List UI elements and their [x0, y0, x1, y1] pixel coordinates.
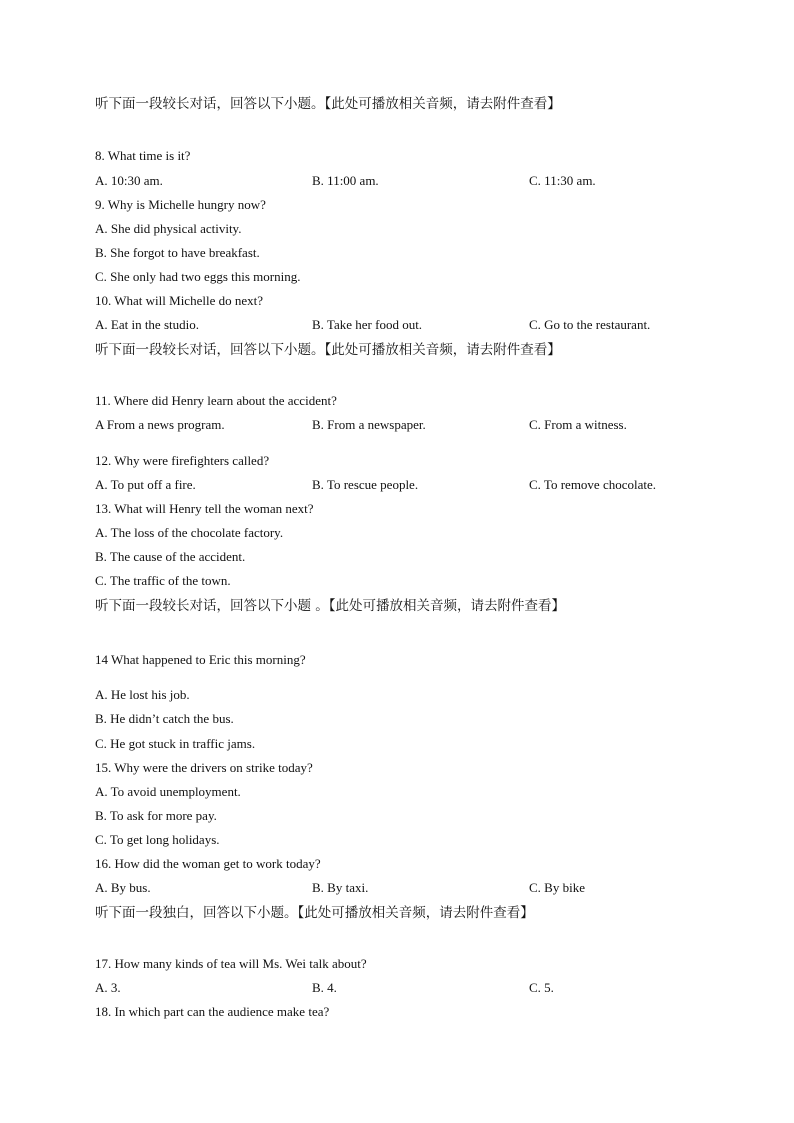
- question-10-option-b: B. Take her food out.: [312, 317, 423, 332]
- section-header: 听下面一段独白，回答以下小题。【此处可播放相关音频，请去附件查看】: [95, 905, 534, 921]
- question-14-option-a: A. He lost his job.: [95, 687, 190, 702]
- question-11-option-a: A From a news program.: [95, 417, 225, 432]
- question-15-option-c: C. To get long holidays.: [95, 832, 220, 847]
- question-17-option-a: A. 3.: [95, 980, 121, 995]
- question-15-option-b: B. To ask for more pay.: [95, 808, 217, 823]
- question-9-option-a: A. She did physical activity.: [95, 221, 242, 236]
- question-15-option-a: A. To avoid unemployment.: [95, 784, 241, 799]
- section-header: 听下面一段较长对话，回答以下小题 。【此处可播放相关音频，请去附件查看】: [95, 598, 566, 614]
- question-14-stem: 14 What happened to Eric this morning?: [95, 652, 306, 667]
- question-13-stem: 13. What will Henry tell the woman next?: [95, 501, 314, 516]
- question-17-option-b: B. 4.: [312, 980, 337, 995]
- question-17-stem: 17. How many kinds of tea will Ms. Wei talk about?: [95, 956, 367, 971]
- question-9-option-b: B. She forgot to have breakfast.: [95, 245, 260, 260]
- question-12-option-a: A. To put off a fire.: [95, 477, 196, 492]
- question-8-option-a: A. 10:30 am.: [95, 173, 163, 188]
- question-14-option-c: C. He got stuck in traffic jams.: [95, 736, 256, 751]
- section-header: 听下面一段较长对话，回答以下小题。【此处可播放相关音频，请去附件查看】: [95, 342, 561, 358]
- question-16-option-b: B. By taxi.: [312, 880, 369, 895]
- question-8-option-c: C. 11:30 am.: [529, 173, 596, 188]
- question-10-option-a: A. Eat in the studio.: [95, 317, 199, 332]
- question-16-option-a: A. By bus.: [95, 880, 151, 895]
- question-14-option-b: B. He didn’t catch the bus.: [95, 711, 234, 726]
- question-11-stem: 11. Where did Henry learn about the accident?: [95, 393, 337, 408]
- question-8-stem: 8. What time is it?: [95, 148, 191, 163]
- section-header: 听下面一段较长对话，回答以下小题。【此处可播放相关音频，请去附件查看】: [95, 96, 561, 112]
- question-9-option-c: C. She only had two eggs this morning.: [95, 269, 301, 284]
- question-13-option-c: C. The traffic of the town.: [95, 573, 231, 588]
- question-13-option-a: A. The loss of the chocolate factory.: [95, 525, 284, 540]
- question-15-stem: 15. Why were the drivers on strike today?: [95, 760, 313, 775]
- question-11-option-b: B. From a newspaper.: [312, 417, 426, 432]
- question-11-option-c: C. From a witness.: [529, 417, 627, 432]
- question-16-option-c: C. By bike: [529, 880, 585, 895]
- question-9-stem: 9. Why is Michelle hungry now?: [95, 197, 266, 212]
- question-12-option-c: C. To remove chocolate.: [529, 477, 657, 492]
- question-16-stem: 16. How did the woman get to work today?: [95, 856, 321, 871]
- question-10-stem: 10. What will Michelle do next?: [95, 293, 263, 308]
- question-18-stem: 18. In which part can the audience make tea?: [95, 1004, 330, 1019]
- question-8-option-b: B. 11:00 am.: [312, 173, 379, 188]
- question-13-option-b: B. The cause of the accident.: [95, 549, 246, 564]
- question-10-option-c: C. Go to the restaurant.: [529, 317, 651, 332]
- question-12-stem: 12. Why were firefighters called?: [95, 453, 270, 468]
- question-12-option-b: B. To rescue people.: [312, 477, 419, 492]
- question-17-option-c: C. 5.: [529, 980, 554, 995]
